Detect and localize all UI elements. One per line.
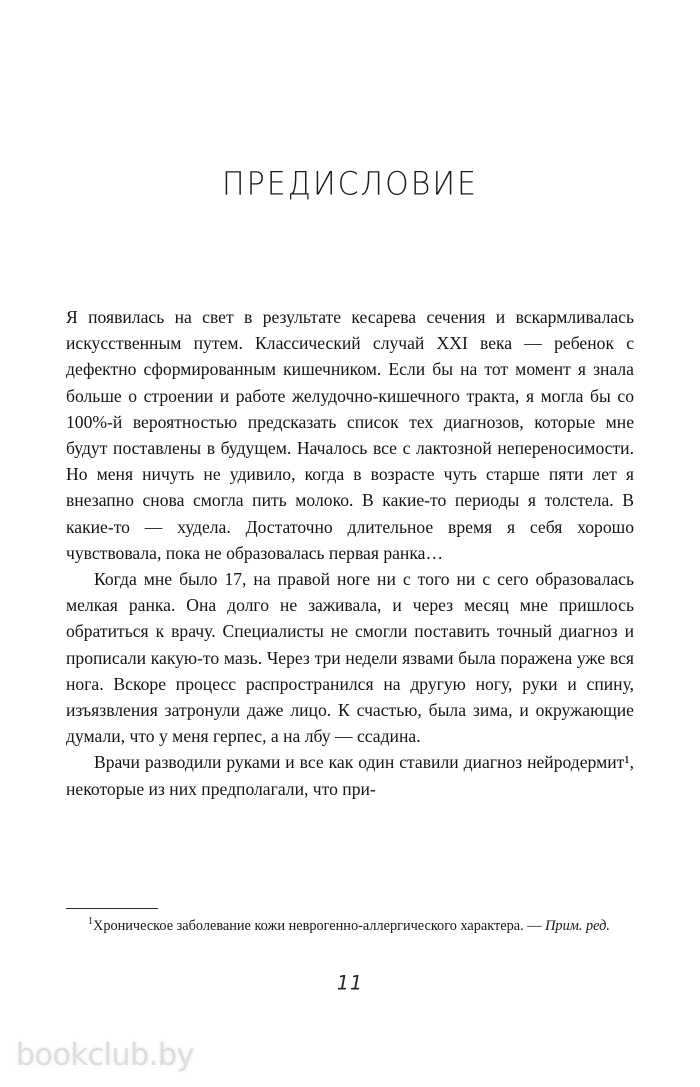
footnote-source: Прим. ред.	[545, 918, 610, 934]
footnote-separator-rule	[66, 908, 158, 909]
watermark: bookclub.by	[16, 1038, 194, 1073]
footnote	[66, 908, 634, 937]
body-text-block	[66, 304, 634, 802]
body-paragraph: Я появилась на свет в результате кесарева сечения и вскармливалась искусственным путем. Классический случай XXI века — ребенок с дефектно сформированным кишечником. Если бы на тот момент я знала больше о строении и работе желудочно-кишечного тракта, я могла бы со 100%-й вероятностью предсказать список тех диагнозов, которые мне будут поставлены в будущем. Началось все с лактозной непереносимости. Но меня ничуть не удивило, когда в возрасте чуть старше пяти лет я внезапно снова смогла пить молоко. В какие-то периоды я толстела. В какие-то — худела. Достаточно длительное время я себя хорошо чувствовала, пока не образовалась первая ранка…	[66, 307, 634, 563]
footnote-text	[66, 916, 634, 937]
body-paragraph: Врачи разводили руками и все как один ставили диагноз нейродермит¹, некоторые из них предполагали, что при-	[66, 752, 634, 799]
footnote-marker: 1	[88, 916, 93, 928]
chapter-title: ПРЕДИСЛОВИЕ	[222, 166, 478, 204]
page-number: 11	[336, 971, 364, 995]
body-paragraph: Когда мне было 17, на правой ноге ни с того ни с сего образовалась мелкая ранка. Она долго не заживала, и через месяц мне пришлось обратиться к врачу. Специалисты не смогли поставить точный диагноз и прописали какую-то мазь. Через три недели язвами была поражена уже вся нога. Вскоре процесс распространился на другую ногу, руки и спину, изъязвления затронули даже лицо. К счастью, была зима, и окружающие думали, что у меня герпес, а на лбу — ссадина.	[66, 569, 634, 747]
footnote-body: Хроническое заболевание кожи неврогенно-аллергического характера. —	[93, 918, 546, 934]
